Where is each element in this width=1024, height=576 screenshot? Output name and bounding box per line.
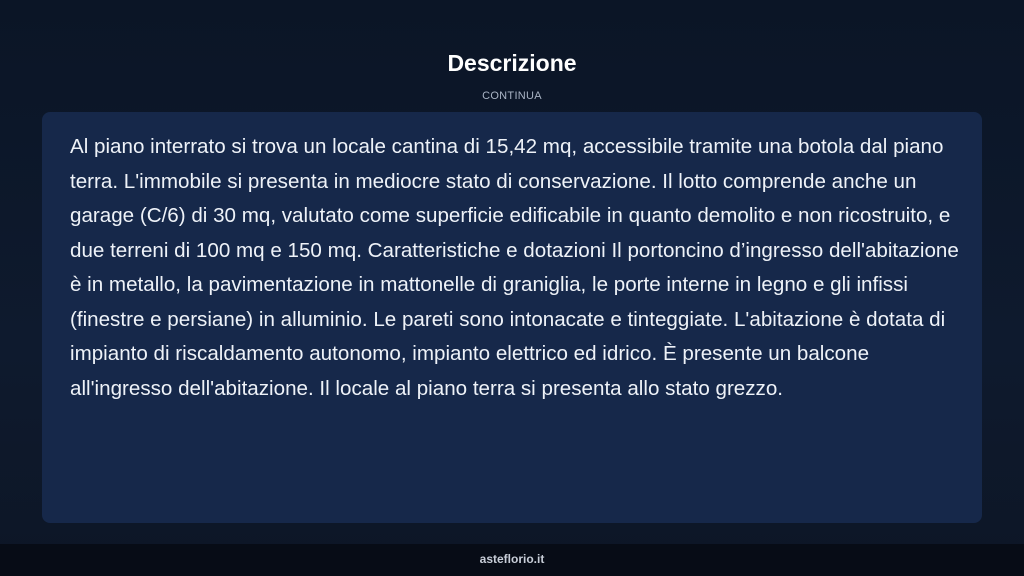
- footer-bar: [0, 544, 1024, 576]
- description-card: [42, 112, 982, 523]
- footer-site-label: asteflorio.it: [479, 552, 545, 566]
- description-text: Al piano interrato si trova un locale cantina di 15,42 mq, accessibile tramite una botola dal piano terra. L'immobile si presenta in mediocre stato di conservazione. Il lotto comprende anche un garage (C/6) di 30 mq, valutato come superficie edificabile in quanto demolito e non ricostruito, e due terreni di 100 mq e 150 mq. Caratteristiche e dotazioni Il portoncino d’ingresso dell'abitazione è in metallo, la pavimentazione in mattonelle di graniglia, le porte interne in legno e gli infissi (finestre e persiane) in alluminio. Le pareti sono intonacate e tinteggiate. L'abitazione è dotata di impianto di riscaldamento autonomo, impianto elettrico ed idrico. È presente un balcone all'ingresso dell'abitazione. Il locale al piano terra si presenta allo stato grezzo.: [70, 135, 959, 400]
- page-subtitle: CONTINUA: [482, 90, 542, 102]
- page-title: Descrizione: [447, 50, 577, 76]
